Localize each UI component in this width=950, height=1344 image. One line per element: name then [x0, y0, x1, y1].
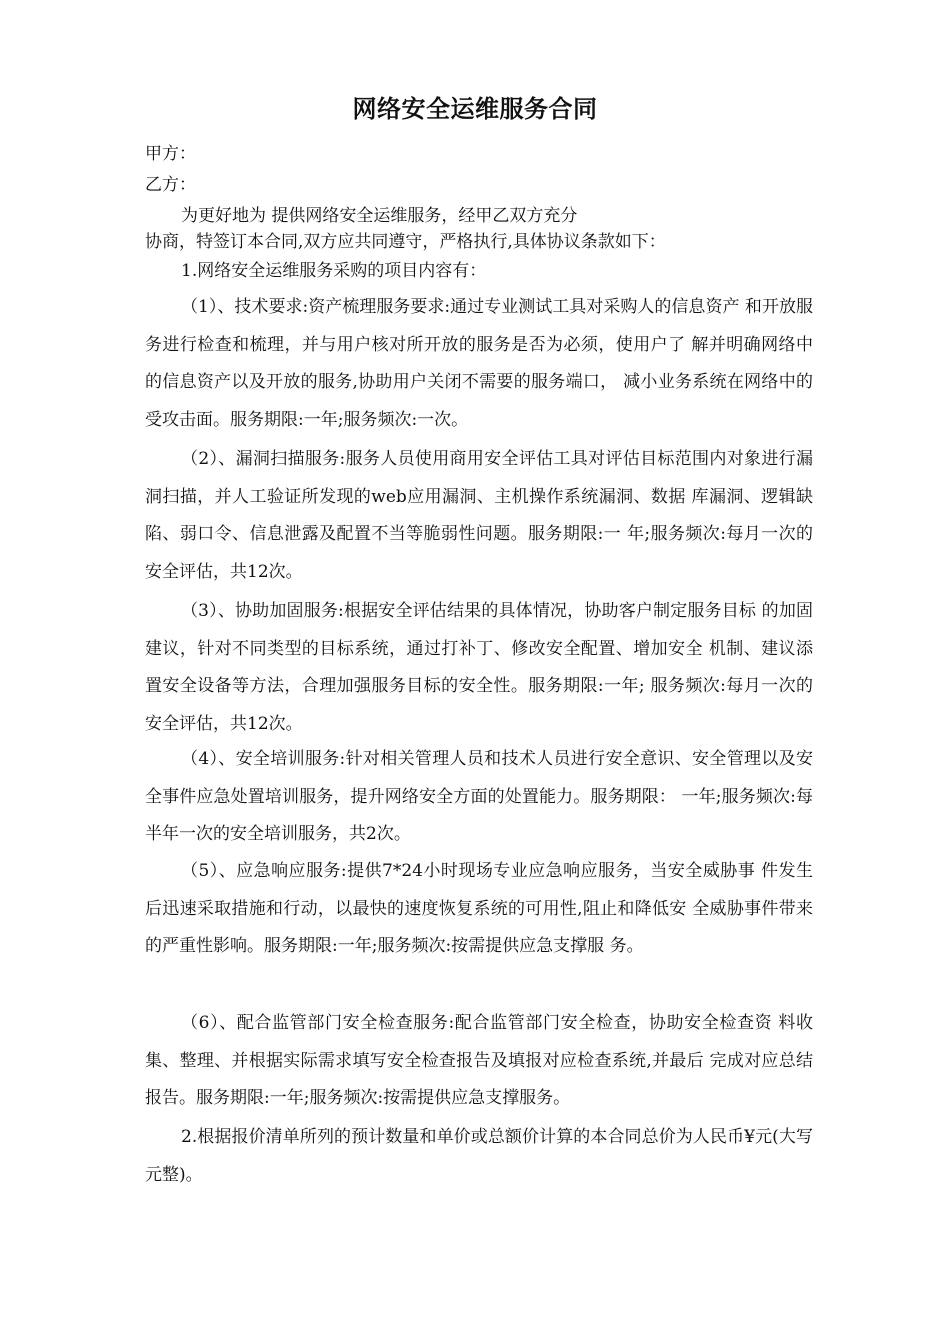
document-title: 网络安全运维服务合同 — [352, 95, 598, 123]
intro-line-1: 为更好地为 提供网络安全运维服务，经甲乙双方充分 — [181, 206, 578, 226]
service-item-4: （4）、安全培训服务:针对相关管理人员和技术人员进行安全意识、安全管理以及安全事件应急处置培训服务，提升网络安全方面的处置能力。服务期限： 一年;服务频次:每半年一次的安全培训服务，共2次。 — [145, 749, 813, 845]
service-item-6: （6）、配合监管部门安全检查服务:配合监管部门安全检查，协助安全检查资 料收集、整理、并根据实际需求填写安全检查报告及填报对应检查系统,并最后 完成对应总结报告。服务期限:一年;服务频次:按需提供应急支撑服务。 — [145, 1013, 813, 1109]
party-b-label: 乙方： — [145, 175, 196, 195]
section-2-total-price: 2.根据报价清单所列的预计数量和单价或总额价计算的本合同总价为人民币¥元(大写 元整)。 — [145, 1127, 813, 1185]
section-1-heading: 1.网络安全运维服务采购的项目内容有： — [181, 261, 487, 281]
service-item-2: （2）、漏洞扫描服务:服务人员使用商用安全评估工具对评估目标范围内对象进行漏洞扫描，并人工验证所发现的web应用漏洞、主机操作系统漏洞、数据 库漏洞、逻辑缺陷、弱口令、信息泄露及配置不当等脆弱性问题。服务期限:一 年;服务频次:每月一次的安全评估，共12次。 — [145, 449, 813, 582]
intro-line-2: 协商，特签订本合同,双方应共同遵守，严格执行,具体协议条款如下： — [145, 232, 666, 252]
party-a-label: 甲方： — [145, 144, 196, 164]
service-item-3: （3）、协助加固服务:根据安全评估结果的具体情况，协助客户制定服务目标 的加固建议，针对不同类型的目标系统，通过打补丁、修改安全配置、增加安全 机制、建议添置安全设备等方法，合理加强服务目标的安全性。服务期限:一年; 服务频次:每月一次的安全评估，共12次。 — [145, 601, 813, 734]
service-item-1: （1）、技术要求:资产梳理服务要求:通过专业测试工具对采购人的信息资产 和开放服务进行检查和梳理，并与用户核对所开放的服务是否为必须，使用户了 解并明确网络中的信息资产以及开放的服务,协助用户关闭不需要的服务端口， 减小业务系统在网络中的受攻击面。服务期限:一年;服务频次:一次。 — [145, 297, 813, 430]
service-item-5: （5）、应急响应服务:提供7*24小时现场专业应急响应服务，当安全威胁事 件发生后迅速采取措施和行动，以最快的速度恢复系统的可用性,阻止和降低安 全威胁事件带来的严重性影响。服务期限:一年;服务频次:按需提供应急支撑服 务。 — [145, 861, 813, 957]
